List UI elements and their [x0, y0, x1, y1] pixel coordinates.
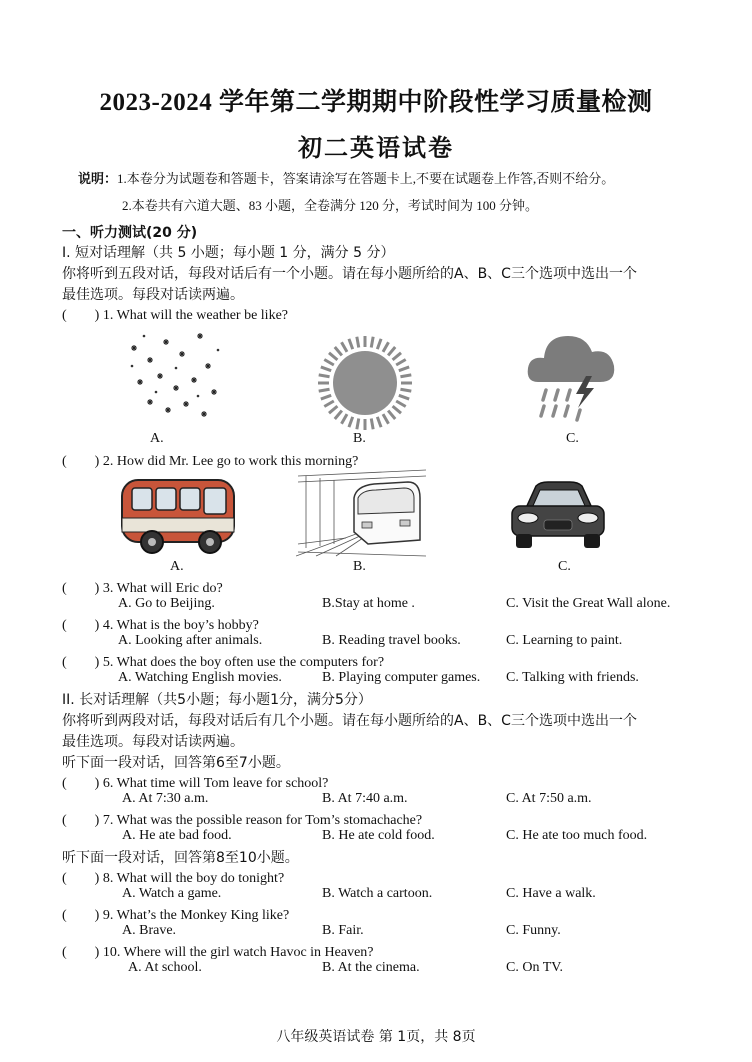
question-4 — [62, 614, 259, 634]
option-b: B. Fair. — [322, 923, 364, 938]
part-ii-heading: II. 长对话理解（共5小题；每小题1分，满分5分） — [62, 692, 372, 708]
option-b: B. Playing computer games. — [322, 670, 481, 685]
answer-blank: ( ) — [62, 581, 100, 596]
option-c: C. He ate too much food. — [506, 828, 648, 843]
instructions-text-1: 1.本卷分为试题卷和答题卡，答案请涂写在答题卡上,不要在试题卷上作答,否则不给分。 — [117, 171, 615, 186]
answer-blank: ( ) — [62, 871, 100, 886]
part-i-heading: I. 短对话理解（共 5 小题；每小题 1 分，满分 5 分） — [62, 245, 395, 261]
option-label-b: B. — [353, 431, 366, 446]
question-2 — [62, 450, 358, 470]
car-icon — [508, 478, 608, 554]
answer-blank: ( ) — [62, 454, 100, 469]
page-title: 2023-2024 学年第二学期期中阶段性学习质量检测 — [99, 89, 653, 116]
option-a: A. At school. — [128, 960, 202, 975]
option-c: C. Funny. — [506, 923, 561, 938]
answer-blank: ( ) — [62, 908, 100, 923]
instructions-line-2: 2.本卷共有六道大题、83 小题，全卷满分 120 分，考试时间为 100 分钟。 — [122, 198, 539, 213]
option-c: C. Visit the Great Wall alone. — [506, 596, 671, 611]
option-a: A. Watching English movies. — [118, 670, 282, 685]
question-5 — [62, 651, 384, 671]
part-i-directions-2: 最佳选项。每段对话读两遍。 — [62, 287, 244, 303]
question-stem: 9. What’s the Monkey King like? — [102, 908, 290, 923]
section-heading: 一、听力测试(20 分) — [62, 225, 198, 241]
question-stem: 6. What time will Tom leave for school? — [102, 776, 329, 791]
option-b: B. At the cinema. — [322, 960, 420, 975]
option-b: B. At 7:40 a.m. — [322, 791, 408, 806]
option-label-c: C. — [566, 431, 579, 446]
dialogue-group-1: 听下面一段对话，回答第6至7小题。 — [62, 755, 290, 771]
rain-cloud-icon — [524, 324, 620, 428]
option-c: C. Have a walk. — [506, 886, 596, 901]
answer-blank: ( ) — [62, 308, 100, 323]
option-c: C. Learning to paint. — [506, 633, 623, 648]
question-8 — [62, 867, 284, 887]
page-subtitle: 初二英语试卷 — [298, 136, 454, 162]
answer-blank: ( ) — [62, 776, 100, 791]
option-b: B. Watch a cartoon. — [322, 886, 433, 901]
answer-blank: ( ) — [62, 655, 100, 670]
question-10 — [62, 941, 374, 961]
page-footer: 八年级英语试卷 第 1页，共 8页 — [276, 1029, 476, 1045]
instructions-label: 说明： — [78, 171, 118, 186]
question-stem: 10. Where will the girl watch Havoc in Heaven? — [102, 945, 374, 960]
option-a: A. Looking after animals. — [118, 633, 263, 648]
option-a: A. At 7:30 a.m. — [122, 791, 209, 806]
option-a: A. Go to Beijing. — [118, 596, 215, 611]
dialogue-group-2: 听下面一段对话，回答第8至10小题。 — [62, 850, 299, 866]
question-9 — [62, 904, 289, 924]
question-stem: 2. How did Mr. Lee go to work this morning? — [102, 454, 359, 469]
sun-icon — [316, 334, 414, 432]
question-stem: 8. What will the boy do tonight? — [102, 871, 285, 886]
option-c: C. At 7:50 a.m. — [506, 791, 592, 806]
question-3 — [62, 577, 223, 597]
option-label-c: C. — [558, 559, 571, 574]
question-stem: 5. What does the boy often use the computers for? — [102, 655, 385, 670]
option-label-a: A. — [170, 559, 184, 574]
option-b: B. Reading travel books. — [322, 633, 461, 648]
option-a: A. He ate bad food. — [122, 828, 232, 843]
answer-blank: ( ) — [62, 945, 100, 960]
question-stem: 7. What was the possible reason for Tom’s stomachache? — [102, 813, 423, 828]
question-stem: 1. What will the weather be like? — [102, 308, 288, 323]
question-stem: 3. What will Eric do? — [102, 581, 223, 596]
instructions-line-1 — [78, 168, 614, 187]
question-6 — [62, 772, 328, 792]
option-b: B.Stay at home . — [322, 596, 415, 611]
snow-icon — [120, 326, 230, 426]
option-a: A. Watch a game. — [122, 886, 222, 901]
question-1 — [62, 304, 288, 324]
part-ii-directions-1: 你将听到两段对话，每段对话后有几个小题。请在每小题所给的A、B、C三个选项中选出一个 — [62, 713, 637, 729]
option-a: A. Brave. — [122, 923, 177, 938]
bus-icon — [118, 474, 240, 556]
answer-blank: ( ) — [62, 813, 100, 828]
part-ii-directions-2: 最佳选项。每段对话读两遍。 — [62, 734, 244, 750]
answer-blank: ( ) — [62, 618, 100, 633]
option-c: C. On TV. — [506, 960, 564, 975]
subway-train-icon — [296, 468, 428, 558]
option-b: B. He ate cold food. — [322, 828, 435, 843]
question-stem: 4. What is the boy’s hobby? — [102, 618, 259, 633]
part-i-directions-1: 你将听到五段对话，每段对话后有一个小题。请在每小题所给的A、B、C三个选项中选出一个 — [62, 266, 637, 282]
question-7 — [62, 809, 422, 829]
option-label-b: B. — [353, 559, 366, 574]
option-label-a: A. — [150, 431, 164, 446]
option-c: C. Talking with friends. — [506, 670, 639, 685]
